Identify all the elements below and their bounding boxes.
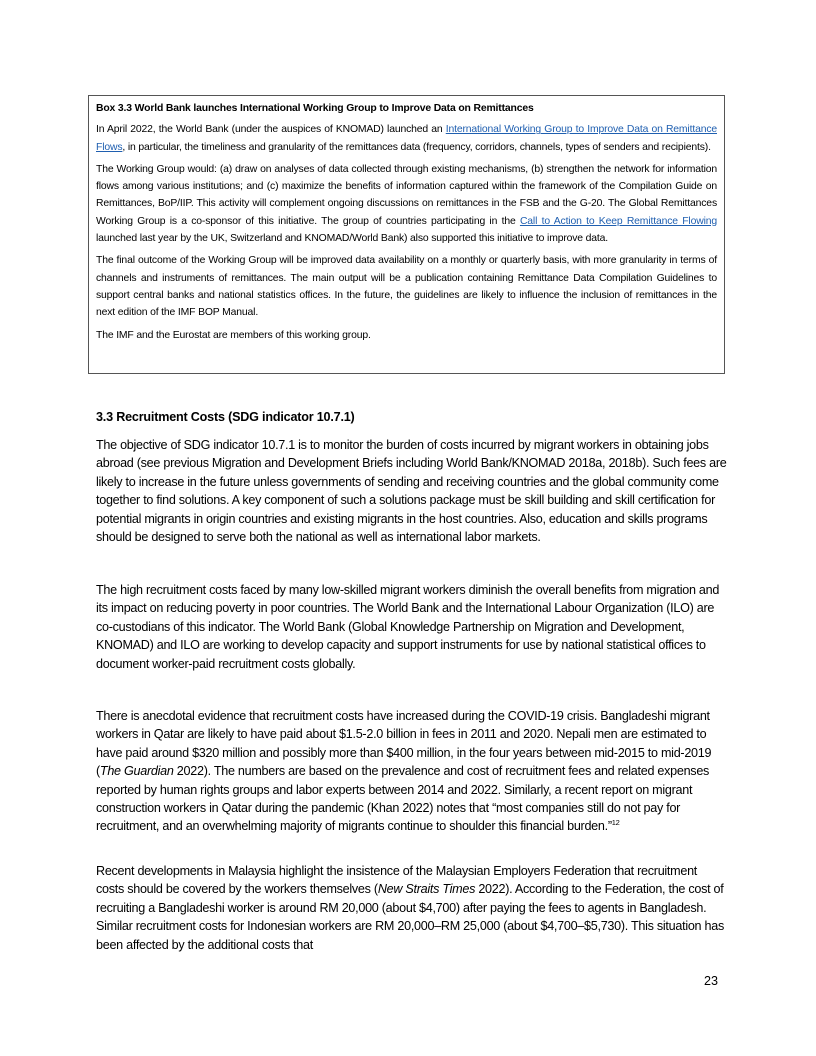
call-to-action-link[interactable]: Call to Action to Keep Remittance Flowing: [519, 215, 717, 227]
section-heading: 3.3 Recruitment Costs (SDG indicator 10.7.1): [96, 410, 355, 424]
box-paragraph-4: The IMF and the Eurostat are members of this working group.: [96, 329, 371, 341]
box-paragraph-1: In April 2022, the World Bank (under the auspices of KNOMAD) launched an International Working Group to Improve Data on Remittance Flows, in particular, the timeliness and granularity of the remittances data (frequency, corridors, channels, types of senders and recipients).: [96, 124, 717, 153]
paragraph-malaysia: Recent developments in Malaysia highlight the insistence of the Malaysian Employers Federation that recruitment costs should be covered by the workers themselves (New Straits Times 2022). According to the Federation, the cost of recruiting a Bangladeshi worker is around RM 20,000 (about $4,700) after paying the fees to agents in Bangladesh. Similar recruitment costs for Indonesian workers are RM 20,000–RM 25,000 (about $4,700–$5,730). This situation has been affected by the additional costs that: [96, 864, 724, 952]
working-group-link[interactable]: International Working Group to Improve Data on Remittance Flows: [96, 124, 717, 153]
paragraph-objective: The objective of SDG indicator 10.7.1 is to monitor the burden of costs incurred by migrant workers in obtaining jobs abroad (see previous Migration and Development Briefs including World Bank/KNOMAD 2018a, 2018b). Such fees are likely to increase in the future unless governments of sending and receiving countries and the global community come together to find solutions. A key component of such a solutions package must be skill building and skill certification for potential migrants in origin countries and existing migrants in the host countries. Also, education and skills programs should be designed to serve both the national as well as international labor markets.: [96, 438, 727, 545]
paragraph-anecdotal-evidence: There is anecdotal evidence that recruitment costs have increased during the COVID-19 crisis. Bangladeshi migrant workers in Qatar are likely to have paid about $1.5-2.0 billion in fees in 2011 and 2020. Nepali men are estimated to have paid around $320 million and possibly more than $400 million, in the four years between mid-2015 to mid-2019 (The Guardian 2022). The numbers are based on the prevalence and cost of recruitment fees and related expenses reported by human rights groups and labor experts between 2014 and 2022. Similarly, a recent report on migrant construction workers in Qatar during the pandemic (Khan 2022) notes that “most companies still do not pay for recruitment, and an overwhelming majority of migrants continue to shoulder this financial burden.”$^{12}$: [96, 709, 712, 834]
page-number: 23: [704, 974, 719, 988]
box-3-3: [88, 95, 725, 374]
box-paragraph-3: The final outcome of the Working Group will be improved data availability on a monthly or quarterly basis, with more granularity in terms of channels and instruments of remittances. The main output will be a publication containing Remittance Data Compilation Guidelines to support central banks and national statistics offices. In the future, the guidelines are likely to influence the inclusion of remittances in the next edition of the IMF BOP Manual.: [96, 255, 717, 319]
footnote-ref[interactable]: 12: [611, 818, 620, 828]
box-title: Box 3.3 World Bank launches International Working Group to Improve Data on Remittances: [96, 103, 534, 114]
paragraph-high-costs: The high recruitment costs faced by many low-skilled migrant workers diminish the overall benefits from migration and its impact on reducing poverty in poor countries. The World Bank and the International Labour Organization (ILO) are co-custodians of this indicator. The World Bank (Global Knowledge Partnership on Migration and Development, KNOMAD) and ILO are working to develop capacity and support instruments for use by national statistical offices to document worker-paid recruitment costs globally.: [96, 583, 720, 671]
box-paragraph-2: The Working Group would: (a) draw on analyses of data collected through existing mechanisms, (b) strengthen the network for information flows among various institutions; and (c) maximize the benefits of information captured within the framework of the Compilation Guide on Remittances, BoP/IIP. This activity will complement ongoing discussions on remittances in the FSB and the G-20. The Global Remittances Working Group is a co-sponsor of this initiative. The group of countries participating in the Call to Action to Keep Remittance Flowing launched last year by the UK, Switzerland and KNOMAD/World Bank) also supported this initiative to improve data.: [96, 163, 717, 245]
